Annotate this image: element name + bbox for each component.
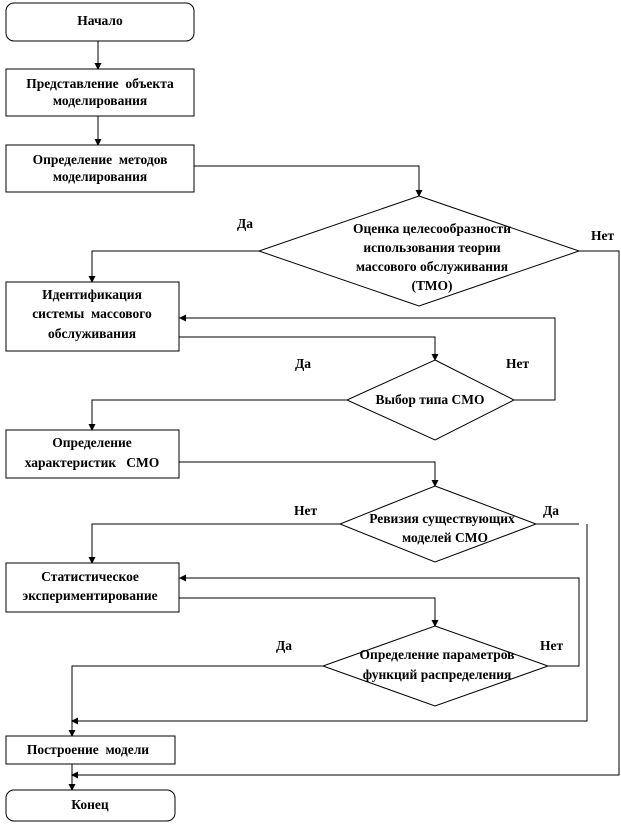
node-represent: [6, 69, 194, 116]
node-params: [323, 626, 548, 706]
edge-revision-yes-down: [72, 524, 587, 721]
edge-methods-assess: [194, 166, 419, 196]
label-params-yes: Да: [276, 638, 293, 653]
node-end: [6, 790, 175, 821]
node-revision-line-1: Ревизия существующих: [369, 511, 515, 527]
node-characteristics-line-1: Определение: [52, 435, 132, 451]
node-end-label: Конец: [71, 797, 109, 813]
node-methods-line-2: моделирования: [52, 169, 148, 185]
node-choose: [347, 360, 514, 440]
node-assess-line-4: (ТМО): [411, 278, 453, 294]
node-represent-line-2: моделирования: [52, 93, 148, 109]
node-choose-label: Выбор типа СМО: [375, 392, 485, 408]
label-revision-no: Нет: [294, 503, 318, 518]
label-choose-no: Нет: [506, 356, 530, 371]
node-represent-line-1: Представление объекта: [26, 76, 174, 92]
edge-experiment-params: [179, 598, 435, 626]
label-revision-yes: Да: [543, 503, 560, 518]
edge-assess-yes: [92, 251, 259, 282]
edge-choose-yes: [92, 400, 347, 430]
edge-choose-no: [180, 318, 555, 400]
label-assess-yes: Да: [237, 216, 254, 231]
node-experiment: [6, 563, 179, 612]
node-methods: [6, 145, 194, 192]
node-assess: [259, 196, 579, 306]
label-params-no: Нет: [540, 638, 564, 653]
node-build: [6, 736, 175, 764]
node-identify-line-3: обслуживания: [47, 326, 137, 342]
node-params-line-2: функций распределения: [362, 667, 512, 683]
edge-revision-no: [92, 524, 340, 563]
node-identify-line-2: системы массового: [32, 306, 152, 322]
node-identify-line-1: Идентификация: [42, 287, 142, 303]
node-revision: [340, 486, 536, 562]
edge-params-yes: [72, 666, 323, 736]
edge-characteristics-revision: [179, 462, 435, 486]
node-revision-line-2: моделей СМО: [402, 530, 488, 546]
node-assess-line-3: массового обслуживания: [355, 259, 509, 275]
node-experiment-line-1: Статистическое: [41, 569, 139, 585]
label-choose-yes: Да: [295, 356, 312, 371]
node-identify: [6, 282, 179, 351]
node-experiment-line-2: экспериментирование: [22, 588, 158, 604]
node-characteristics-line-2: характеристик СМО: [24, 455, 160, 471]
node-build-label: Построение модели: [26, 742, 150, 758]
node-start: [6, 3, 194, 41]
node-assess-line-1: Оценка целесообразности: [352, 221, 512, 237]
node-characteristics: [6, 430, 179, 478]
node-methods-line-1: Определение методов: [32, 152, 168, 168]
node-start-label: Начало: [77, 13, 123, 29]
label-assess-no: Нет: [591, 228, 615, 243]
node-assess-line-2: использования теории: [363, 240, 501, 256]
node-params-line-1: Определение параметров: [359, 647, 515, 663]
